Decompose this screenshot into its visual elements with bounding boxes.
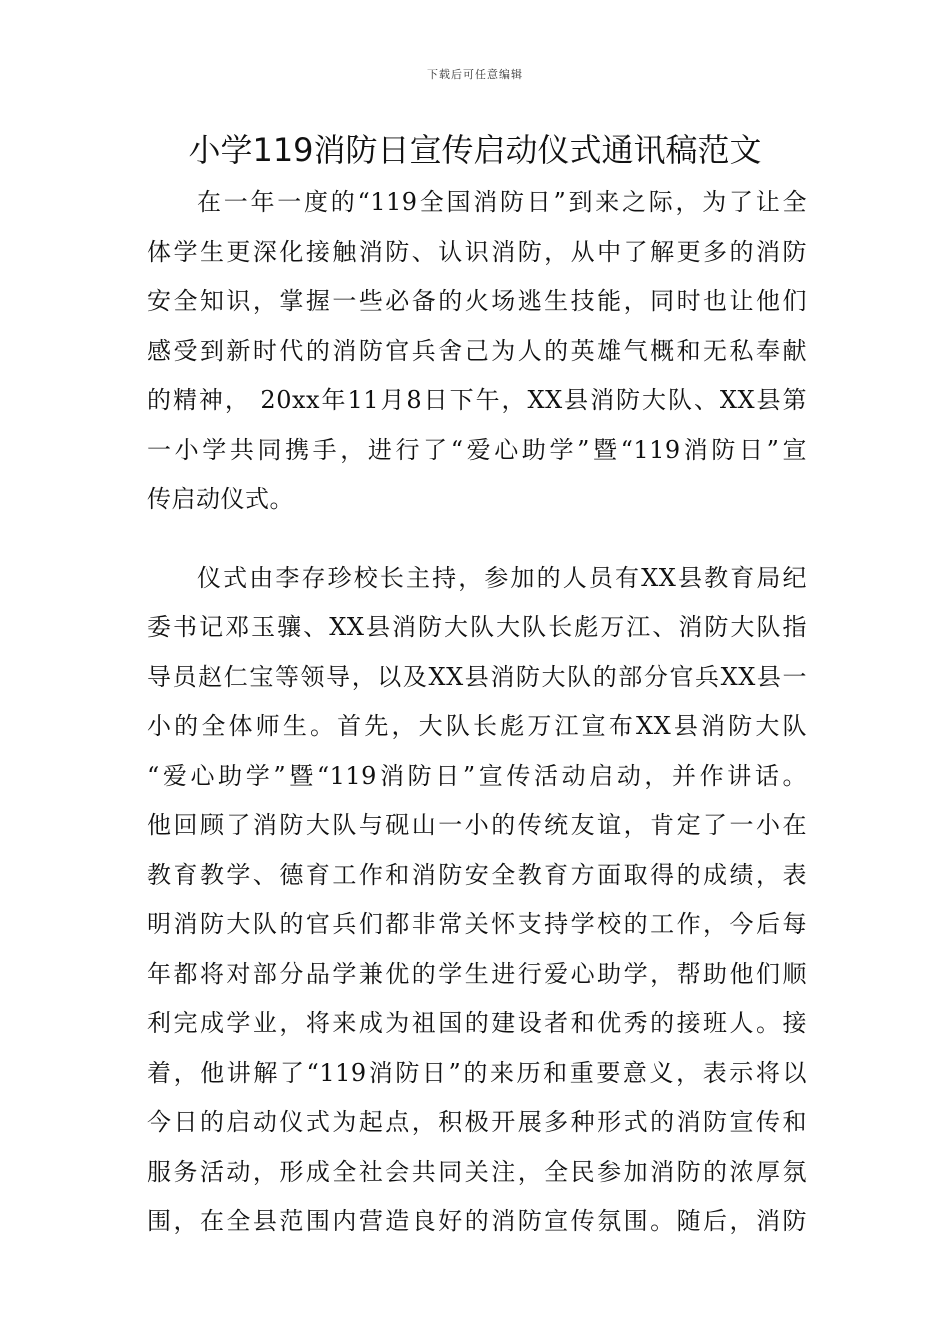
text-line: 委书记邓玉骧、XX县消防大队大队长彪万江、消防大队指 [147, 613, 807, 641]
text-line: “爱心助学”暨“119消防日”宣传活动启动，并作讲话。 [147, 761, 807, 790]
paragraph-spacer [147, 525, 807, 554]
paragraph-1 [147, 178, 807, 525]
text-line: 利完成学业，将来成为祖国的建设者和优秀的接班人。接 [147, 1009, 807, 1037]
text-line: 传启动仪式。 [147, 485, 294, 513]
text-line: 明消防大队的官兵们都非常关怀支持学校的工作，今后每 [147, 910, 807, 938]
text-line: 小的全体师生。首先，大队长彪万江宣布XX县消防大队 [147, 712, 807, 740]
text-line: 在一年一度的“119全国消防日”到来之际，为了让全 [197, 188, 807, 216]
text-line: 年都将对部分品学兼优的学生进行爱心助学，帮助他们顺 [147, 959, 807, 988]
document-body [147, 178, 807, 1247]
text-line: 导员赵仁宝等领导，以及XX县消防大队的部分官兵XX县一 [147, 662, 807, 691]
document-title: 小学119消防日宣传启动仪式通讯稿范文 [188, 131, 762, 169]
text-line: 今日的启动仪式为起点，积极开展多种形式的消防宣传和 [147, 1108, 807, 1136]
text-line: 安全知识，掌握一些必备的火场逃生技能，同时也让他们 [147, 287, 807, 315]
text-line: 服务活动，形成全社会共同关注，全民参加消防的浓厚氛 [147, 1157, 807, 1186]
paragraph-2 [147, 554, 807, 1247]
text-line: 一小学共同携手，进行了“爱心助学”暨“119消防日”宣 [147, 435, 807, 464]
text-line: 体学生更深化接触消防、认识消防，从中了解更多的消防 [147, 237, 807, 266]
text-line: 围，在全县范围内营造良好的消防宣传氛围。随后，消防 [147, 1207, 807, 1235]
text-line: 的精神， 20xx年11月8日下午，XX县消防大队、XX县第 [147, 386, 807, 414]
download-note: 下载后可任意编辑 [427, 68, 523, 81]
text-line: 他回顾了消防大队与砚山一小的传统友谊，肯定了一小在 [147, 811, 807, 839]
text-line: 教育教学、德育工作和消防安全教育方面取得的成绩，表 [147, 860, 807, 889]
text-line: 仪式由李存珍校长主持，参加的人员有XX县教育局纪 [197, 563, 807, 592]
text-line: 着，他讲解了“119消防日”的来历和重要意义，表示将以 [147, 1058, 807, 1087]
text-line: 感受到新时代的消防官兵舍己为人的英雄气概和无私奉献 [147, 336, 807, 365]
